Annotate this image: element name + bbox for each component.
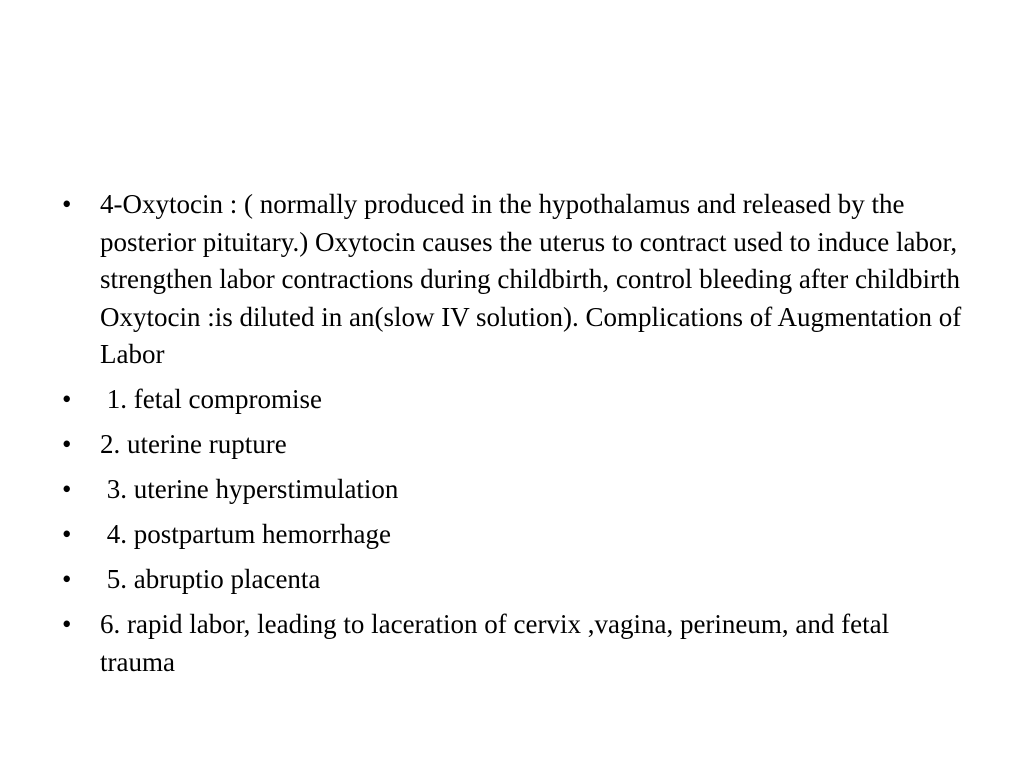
bullet-text: 4. postpartum hemorrhage [100, 519, 391, 549]
bullet-marker: • [62, 609, 72, 639]
bullet-marker: • [62, 189, 72, 219]
bullet-list [62, 186, 962, 689]
bullet-text: 3. uterine hyperstimulation [100, 474, 399, 504]
bullet-text: 2. uterine rupture [100, 429, 287, 459]
bullet-item-abruptio-placenta [62, 561, 962, 599]
bullet-text: 6. rapid labor, leading to laceration of cervix ,vagina, perineum, and fetal trauma [100, 609, 890, 677]
bullet-text: 1. fetal compromise [100, 384, 322, 414]
bullet-item-uterine-rupture [62, 426, 962, 464]
bullet-text: 5. abruptio placenta [100, 564, 321, 594]
bullet-item-fetal-compromise [62, 381, 962, 419]
bullet-item-postpartum-hemorrhage [62, 516, 962, 554]
bullet-marker: • [62, 564, 72, 594]
bullet-marker: • [62, 519, 72, 549]
bullet-item-rapid-labor [62, 606, 962, 681]
bullet-item-uterine-hyperstimulation [62, 471, 962, 509]
bullet-marker: • [62, 474, 72, 504]
bullet-marker: • [62, 384, 72, 414]
bullet-item-oxytocin [62, 186, 962, 374]
bullet-text: 4-Oxytocin : ( normally produced in the hypothalamus and released by the posterior pituitary.) Oxytocin causes the uterus to contract used to induce labor, strengthen labor contractions during childbirth, control bleeding after childbirth Oxytocin :is diluted in an(slow IV solution). Complications of Augmentation of Labor [100, 189, 962, 369]
bullet-marker: • [62, 429, 72, 459]
